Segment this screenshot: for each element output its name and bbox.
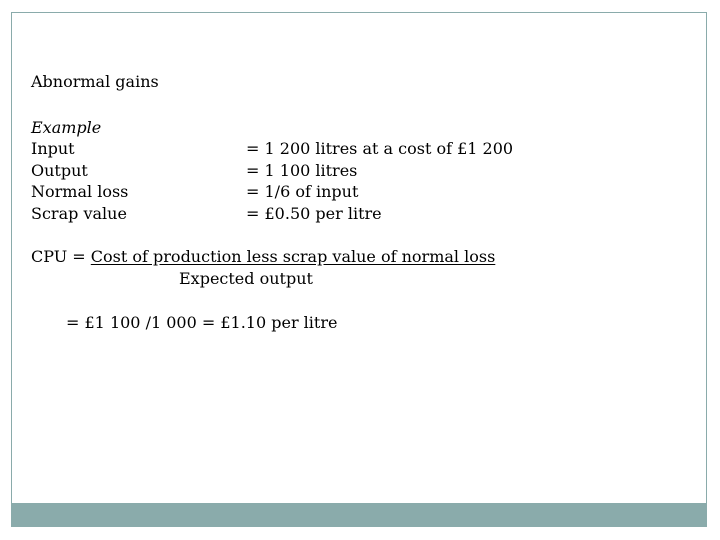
row-label-input: Input <box>31 139 75 158</box>
cpu-prefix: CPU = <box>31 247 91 266</box>
cpu-denominator: Expected output <box>179 269 313 288</box>
row-label-scrap-value: Scrap value <box>31 204 127 223</box>
footer-bar <box>11 503 707 527</box>
row-value-scrap-value: = £0.50 per litre <box>246 204 382 223</box>
row-label-normal-loss: Normal loss <box>31 182 129 201</box>
cpu-formula <box>31 247 495 267</box>
cpu-numerator: Cost of production less scrap value of normal loss <box>90 247 496 266</box>
example-label: Example <box>31 118 102 137</box>
row-label-output: Output <box>31 161 88 180</box>
slide-title: Abnormal gains <box>31 72 159 91</box>
row-value-output: = 1 100 litres <box>246 161 358 180</box>
row-value-input: = 1 200 litres at a cost of £1 200 <box>246 139 514 158</box>
row-value-normal-loss: = 1/6 of input <box>246 182 359 201</box>
cpu-result: = £1 100 /1 000 = £1.10 per litre <box>66 313 338 332</box>
